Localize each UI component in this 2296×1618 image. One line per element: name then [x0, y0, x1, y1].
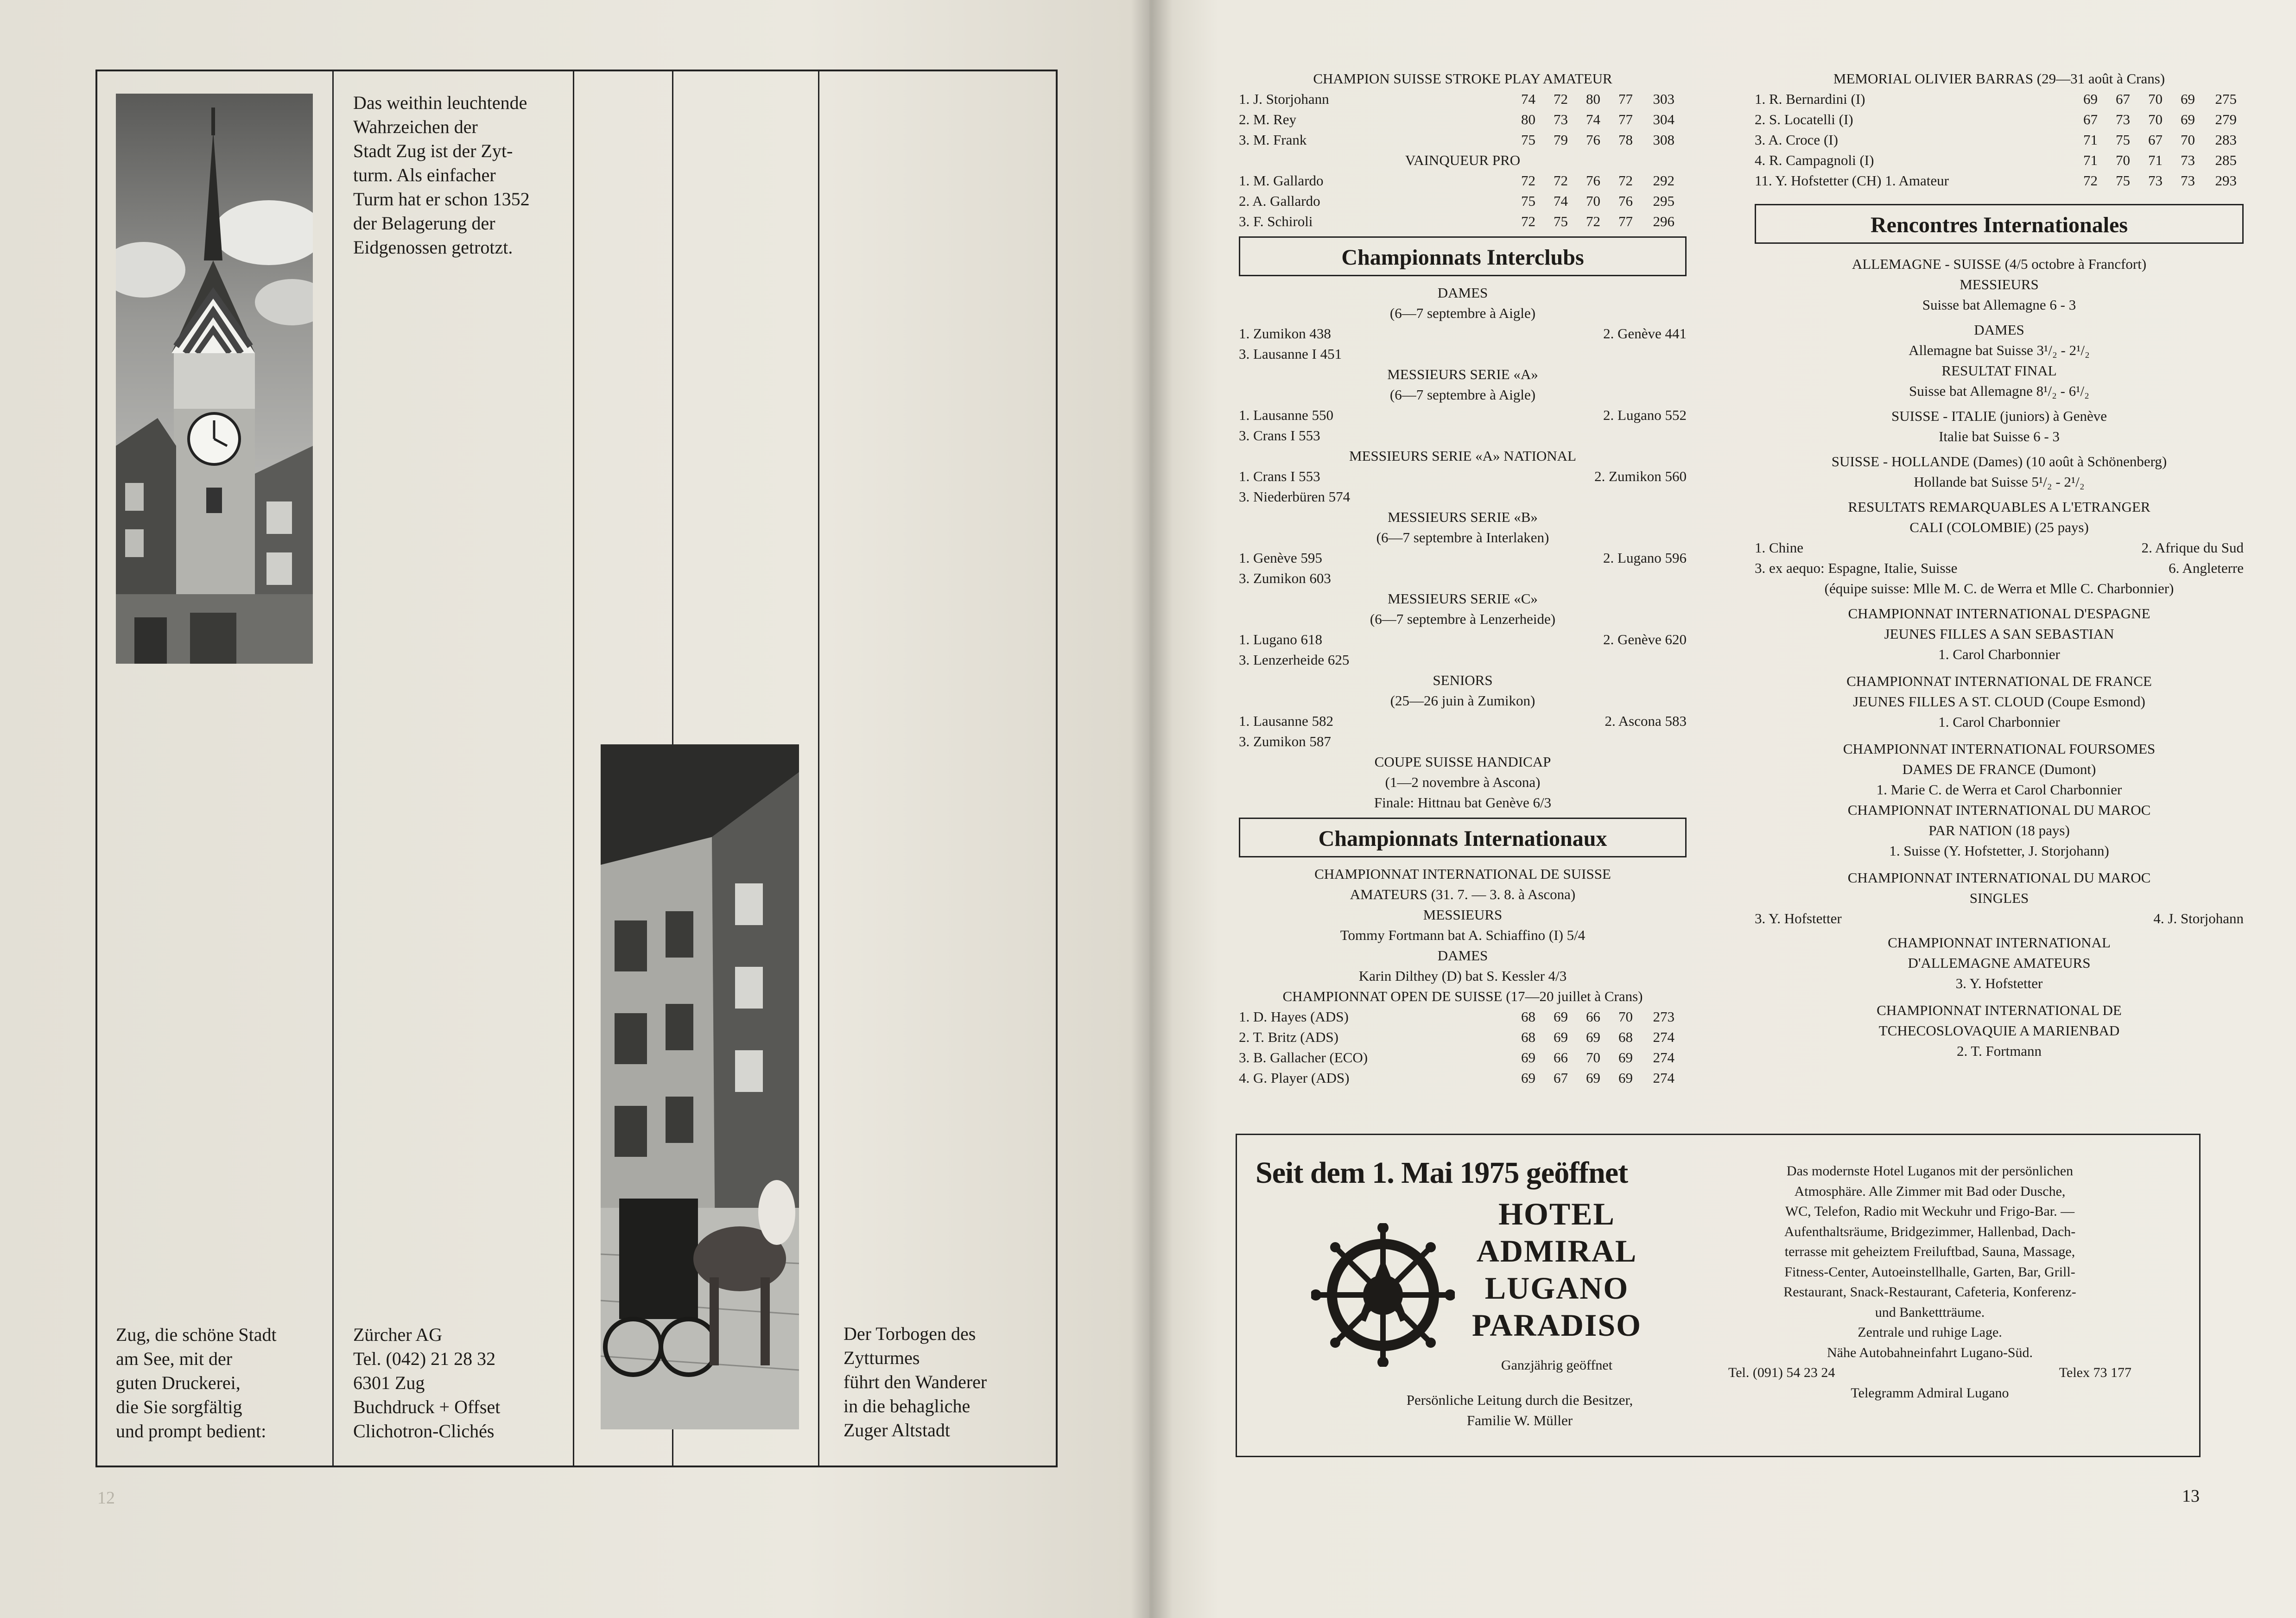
coupe-suisse-handicap: COUPE SUISSE HANDICAP (1—2 novembre à Ascona) Finale: Hittnau bat Genève 6/3: [1374, 754, 1552, 811]
hotel-telex: Telex 73 177: [2059, 1365, 2131, 1380]
result-row: 1. D. Hayes (ADS) 68 69 66 70 273: [1239, 1009, 1674, 1025]
interclub-serie-b: MESSIEURS SERIE «B» (6—7 septembre à Interlaken) 1. Genève 595 2. Lugano 596 3. Zumikon 603: [1239, 509, 1687, 586]
results-column-right: MEMORIAL OLIVIER BARRAS (29—31 août à Crans) 1. R. Bernardini (I) 69 67 70 69 275 2. S. Locatelli (I) 67 73 70 69 279 3. A. Croce (I) 71 75 67 70 283 4. R. Campagnoli (I) 71 70 71 73 285 11. Y. Hofstetter (CH) 1. Amateur 72 75 73 73 293 Rencontres Internationales ALLEMAGNE - SUISSE (4/5 octobre à Francfort) MESSIEURS Suisse bat Allemagne 6 - 3 DAMES Allemagne bat Suisse 3¹/₂ - 2¹/₂ RESULTAT FINAL Suisse bat Allemagne 8¹/₂ - 6¹/₂ SUISSE - ITALIE (juniors) à Genève Italie bat Suisse 6 - 3 SUISSE - HOLLANDE (Dames) (10 août à Schönenberg) Hollande bat Suisse 5¹/₂ - 2¹/₂ RESULTATS REMARQUABLES A L'ETRANGER CALI (COLOMBIE) (25 pays) 1. Chine 2. Afrique du Sud 3. ex aequo: Espagne, Italie, Suisse 6. Angleterre (équipe suisse: Mlle M. C. de Werra et Mlle C. Charbonnier) CHAMPIONNAT INTERNATIONAL D'ESPAGNE JEUNES FILLES A SAN SEBASTIAN 1. Carol Charbonnier CHAMPIONNAT INTERNATIONAL DE FRANCE JEUNES FILLES A ST. CLOUD (Coupe Esmond) 1. Carol Charbonnier CHAMPIONNAT INTERNATIONAL FOURSOMES DAMES DE FRANCE (Dumont) 1. Marie C. de Werra et Carol Charbonnier CHAMPIONNAT INTERNATIONAL DU MAROC PAR NATION (18 pays) 1. Suisse (Y. Hofstetter, J. Storjohann) CHAMPIONNAT INTERNATIONAL DU MAROC SINGLES 3. Y. Hofstetter 4. J. Storjohann CHAMPIONNAT INTERNATIONAL D'ALLEMAGNE AMATEURS 3. Y. Hofstetter CHAMPIONNAT INTERNATIONAL DE TCHECOSLOVAQUIE A MARIENBAD 2. T. Fortmann: [1755, 69, 2244, 1061]
interclub-serie-a-national: MESSIEURS SERIE «A» NATIONAL 1. Crans I 553 2. Zumikon 560 3. Niederbüren 574: [1239, 448, 1687, 505]
old-town-street-photo: [601, 744, 799, 1429]
results-column-left: [1239, 69, 1687, 1088]
interclubs-heading: Championnats Interclubs: [1239, 236, 1687, 276]
result-row: 11. Y. Hofstetter (CH) 1. Amateur 72 75 73 73 293: [1755, 172, 2237, 189]
page-number-right: 13: [2182, 1486, 2200, 1506]
ad-headline: Seit dem 1. Mai 1975 geöffnet: [1256, 1156, 1628, 1190]
spine-shadow: [1131, 0, 1173, 1618]
zytturm-photo: [116, 94, 313, 664]
internationaux-heading: Championnats Internationaux: [1239, 818, 1687, 857]
result-row: 4. R. Campagnoli (I) 71 70 71 73 285: [1755, 152, 2237, 168]
printer-slogan: Zug, die schöne Stadt am See, mit der guten Druckerei, die Sie sorgfältig und prompt bedient:: [116, 1324, 277, 1441]
interclub-dames: DAMES (6—7 septembre à Aigle) 1. Zumikon 438 2. Genève 441 3. Lausanne I 451: [1239, 285, 1687, 362]
stroke-play-title: CHAMPION SUISSE STROKE PLAY AMATEUR: [1313, 70, 1612, 87]
result-row: 2. T. Britz (ADS) 68 69 69 68 274: [1239, 1029, 1674, 1045]
result-row: 2. M. Rey 80 73 74 77 304: [1239, 111, 1674, 127]
result-row: 3. F. Schiroli 72 75 72 77 296: [1239, 213, 1674, 229]
result-row: 1. M. Gallardo 72 72 76 72 292: [1239, 172, 1674, 189]
grid-divider: [573, 71, 574, 1466]
rencontres-heading: Rencontres Internationales: [1755, 204, 2244, 244]
result-row: 2. A. Gallardo 75 74 70 76 295: [1239, 193, 1674, 209]
owners: Persönliche Leitung durch die Besitzer, Familie W. Müller: [1406, 1392, 1633, 1428]
pro-title: VAINQUEUR PRO: [1405, 152, 1521, 168]
page-number-left: 12: [97, 1488, 115, 1508]
zytturm-description: Das weithin leuchtende Wahrzeichen der Stadt Zug ist der Zyt- turm. Als einfacher Turm hat er schon 1352 der Belagerung der Eidgenossen getrotzt.: [353, 92, 530, 258]
grid-divider: [818, 71, 819, 1466]
interclub-serie-c: MESSIEURS SERIE «C» (6—7 septembre à Lenzerheide) 1. Lugano 618 2. Genève 620 3. Lenzerheide 625: [1239, 590, 1687, 668]
open-all-year: Ganzjährig geöffnet: [1501, 1358, 1613, 1373]
international-suisse: CHAMPIONNAT INTERNATIONAL DE SUISSE AMATEURS (31. 7. — 3. 8. à Ascona) MESSIEURS Tommy Fortmann bat A. Schiaffino (I) 5/4 DAMES Karin Dilthey (D) bat S. Kessler 4/3 CHAMPIONNAT OPEN DE SUISSE (17—20 juillet à Crans): [1282, 866, 1643, 1004]
right-page: [1149, 0, 2296, 1618]
hotel-advertisement: [1236, 1134, 2201, 1457]
result-row: 1. R. Bernardini (I) 69 67 70 69 275: [1755, 91, 2237, 107]
result-row: 3. B. Gallacher (ECO) 69 66 70 69 274: [1239, 1049, 1674, 1066]
hotel-telegram: Telegramm Admiral Lugano: [1851, 1385, 2009, 1401]
hotel-name: HOTEL ADMIRAL LUGANO PARADISO: [1471, 1196, 1642, 1343]
result-row: 3. M. Frank 75 79 76 78 308: [1239, 132, 1674, 148]
printer-contact: Zürcher AG Tel. (042) 21 28 32 6301 Zug Buchdruck + Offset Clichotron-Clichés: [353, 1324, 501, 1441]
result-row: 4. G. Player (ADS) 69 67 69 69 274: [1239, 1070, 1674, 1086]
advert-grid: [95, 70, 1058, 1467]
ship-wheel-anchor-logo: [1311, 1223, 1455, 1367]
interclub-seniors: SENIORS (25—26 juin à Zumikon) 1. Lausanne 582 2. Ascona 583 3. Zumikon 587: [1239, 672, 1687, 749]
result-row: 3. A. Croce (I) 71 75 67 70 283: [1755, 132, 2237, 148]
result-row: 1. J. Storjohann 74 72 80 77 303: [1239, 91, 1674, 107]
grid-divider: [332, 71, 334, 1466]
result-row: 2. S. Locatelli (I) 67 73 70 69 279: [1755, 111, 2237, 127]
torbogen-caption: Der Torbogen des Zytturmes führt den Wanderer in die behagliche Zuger Altstadt: [844, 1323, 987, 1440]
hotel-telephone: Tel. (091) 54 23 24: [1728, 1365, 1835, 1380]
interclub-serie-a: MESSIEURS SERIE «A» (6—7 septembre à Aigle) 1. Lausanne 550 2. Lugano 552 3. Crans I 553: [1239, 366, 1687, 444]
memorial-title: MEMORIAL OLIVIER BARRAS (29—31 août à Crans): [1833, 70, 2165, 87]
hotel-description: Das modernste Hotel Luganos mit der persönlichen Atmosphäre. Alle Zimmer mit Bad oder Dusche, WC, Telefon, Radio mit Weckuhr und Frigo-Bar. — Aufenthaltsräume, Bridgezimmer, Hallenbad, Dach- terrasse mit geheiztem Freiluftbad, Sauna, Massage, Fitness-Center, Autoeinstellhalle, Garten, Bar, Grill- Restaurant, Snack-Restaurant, Cafeteria, Konferenz- und Bankettträume. Zentrale und ruhige Lage. Nähe Autobahneinfahrt Lugano-Süd. Tel. (091) 54 23 24 Telex 73 177 Telegramm Admiral Lugano: [1728, 1161, 2131, 1403]
